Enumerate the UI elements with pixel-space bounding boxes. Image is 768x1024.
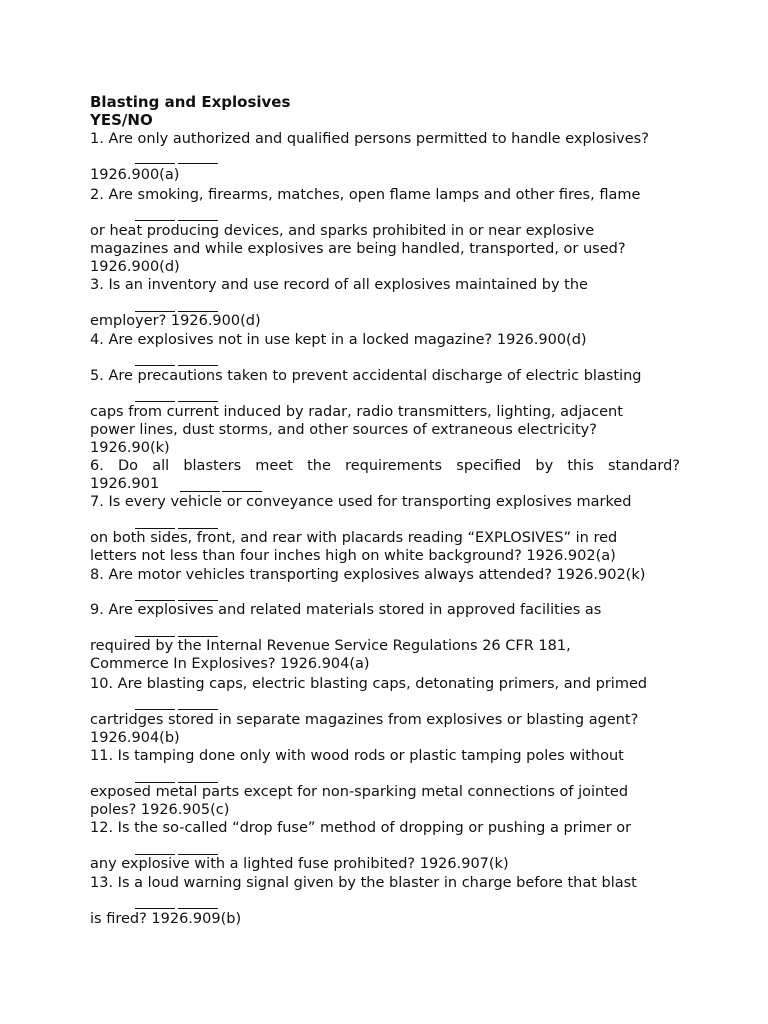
question-reference: 1926.900(a) [90,167,180,183]
question-1 [90,130,680,184]
yes-answer-blank[interactable] [135,163,175,164]
yes-answer-blank[interactable] [135,528,175,529]
question-line: on both sides, front, and rear with placards reading “EXPLOSIVES” in red [90,530,618,546]
yes-no-header: YES/NO [90,111,153,129]
question-reference: 1926.900(d) [90,259,180,275]
no-answer-blank[interactable] [178,220,218,221]
question-line: required by the Internal Revenue Service Regulations 26 CFR 181, [90,638,571,654]
yes-answer-blank[interactable] [135,311,175,312]
yes-answer-blank[interactable] [135,709,175,710]
question-13 [90,874,680,928]
no-answer-blank[interactable] [178,908,218,909]
question-line: 9. Are explosives and related materials stored in approved facilities as [90,602,602,618]
yes-answer-blank[interactable] [135,782,175,783]
question-9 [90,601,680,673]
question-line: cartridges stored in separate magazines from explosives or blasting agent? [90,712,639,728]
yes-answer-blank[interactable] [135,854,175,855]
question-line: letters not less than four inches high on white background? 1926.902(a) [90,548,616,564]
document-title: Blasting and Explosives [90,93,291,111]
question-2 [90,186,680,276]
question-reference: 1926.90(k) [90,440,170,456]
no-answer-blank[interactable] [178,709,218,710]
question-3 [90,276,680,330]
yes-answer-blank[interactable] [180,491,220,492]
question-line: employer? 1926.900(d) [90,313,261,329]
question-line: caps from current induced by radar, radio transmitters, lighting, adjacent [90,404,623,420]
question-line: 10. Are blasting caps, electric blasting caps, detonating primers, and primed [90,676,648,692]
question-line: 5. Are precautions taken to prevent accidental discharge of electric blasting [90,368,642,384]
question-line: power lines, dust storms, and other sources of extraneous electricity? [90,422,597,438]
no-answer-blank[interactable] [178,528,218,529]
question-line: 3. Is an inventory and use record of all explosives maintained by the [90,277,588,293]
no-answer-blank[interactable] [178,163,218,164]
yes-answer-blank[interactable] [135,401,175,402]
yes-answer-blank[interactable] [135,220,175,221]
yes-answer-blank[interactable] [135,636,175,637]
no-answer-blank[interactable] [178,311,218,312]
question-7 [90,493,680,565]
question-line: exposed metal parts except for non-sparking metal connections of jointed [90,784,629,800]
yes-answer-blank[interactable] [135,365,175,366]
no-answer-blank[interactable] [178,365,218,366]
yes-answer-blank[interactable] [135,908,175,909]
question-line: 4. Are explosives not in use kept in a locked magazine? 1926.900(d) [90,332,587,348]
question-line: 13. Is a loud warning signal given by the blaster in charge before that blast [90,875,637,891]
question-5 [90,367,680,457]
question-reference: 1926.901 [90,476,160,492]
question-line: 7. Is every vehicle or conveyance used for transporting explosives marked [90,494,632,510]
question-line: 8. Are motor vehicles transporting explosives always attended? 1926.902(k) [90,567,646,583]
question-12 [90,819,680,873]
question-line: 6. Do all blasters meet the requirements specified by this standard? [90,458,680,474]
no-answer-blank[interactable] [178,636,218,637]
question-line: 12. Is the so-called “drop fuse” method of dropping or pushing a primer or [90,820,632,836]
question-reference: poles? 1926.905(c) [90,802,230,818]
no-answer-blank[interactable] [178,401,218,402]
question-10 [90,675,680,747]
question-line: is fired? 1926.909(b) [90,911,242,927]
question-line: or heat producing devices, and sparks prohibited in or near explosive [90,223,595,239]
no-answer-blank[interactable] [178,782,218,783]
question-reference: 1926.904(b) [90,730,180,746]
question-4 [90,331,680,367]
no-answer-blank[interactable] [178,854,218,855]
question-line: 2. Are smoking, firearms, matches, open flame lamps and other fires, flame [90,187,641,203]
no-answer-blank[interactable] [222,491,262,492]
question-11 [90,747,680,819]
question-line: 11. Is tamping done only with wood rods or plastic tamping poles without [90,748,624,764]
question-line: magazines and while explosives are being handled, transported, or used? [90,241,626,257]
question-8 [90,566,680,602]
question-line: any explosive with a lighted fuse prohibited? 1926.907(k) [90,856,509,872]
question-line: 1. Are only authorized and qualified persons permitted to handle explosives? [90,131,649,147]
question-line: Commerce In Explosives? 1926.904(a) [90,656,370,672]
question-6 [90,457,680,493]
